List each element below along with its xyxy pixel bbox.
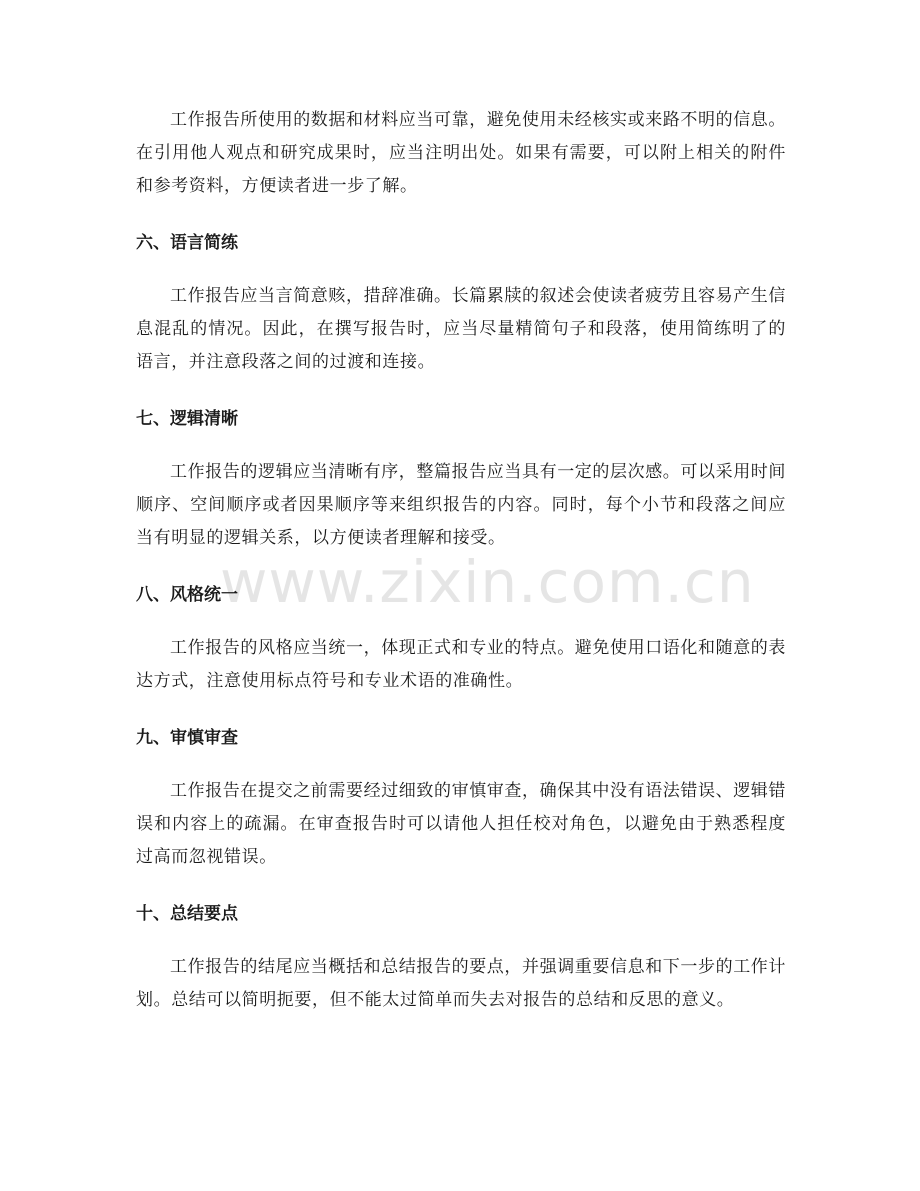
section-heading-style: 八、风格统一 (136, 585, 238, 605)
section-heading-review: 九、审慎审查 (136, 728, 238, 748)
watermark: www.zixin.com.cn (220, 548, 755, 616)
paragraph-logic: 工作报告的逻辑应当清晰有序，整篇报告应当具有一定的层次感。可以采用时间顺序、空间顺序或者因果顺序等来组织报告的内容。同时，每个小节和段落之间应当有明显的逻辑关系，以方便读者理解和接受。 (136, 462, 786, 548)
section-heading-summary: 十、总结要点 (136, 904, 238, 924)
section-heading-language: 六、语言简练 (136, 233, 238, 253)
paragraph-language: 工作报告应当言简意赅，措辞准确。长篇累牍的叙述会使读者疲劳且容易产生信息混乱的情况。因此，在撰写报告时，应当尽量精简句子和段落，使用简练明了的语言，并注意段落之间的过渡和连接。 (136, 286, 786, 372)
section-heading-logic: 七、逻辑清晰 (136, 409, 238, 429)
document-body (136, 104, 786, 1017)
paragraph-style: 工作报告的风格应当统一，体现正式和专业的特点。避免使用口语化和随意的表达方式，注意使用标点符号和专业术语的准确性。 (136, 638, 786, 691)
paragraph-intro: 工作报告所使用的数据和材料应当可靠，避免使用未经核实或来路不明的信息。在引用他人观点和研究成果时，应当注明出处。如果有需要，可以附上相关的附件和参考资料，方便读者进一步了解。 (136, 110, 786, 196)
paragraph-review: 工作报告在提交之前需要经过细致的审慎审查，确保其中没有语法错误、逻辑错误和内容上的疏漏。在审查报告时可以请他人担任校对角色，以避免由于熟悉程度过高而忽视错误。 (136, 781, 786, 867)
paragraph-summary: 工作报告的结尾应当概括和总结报告的要点，并强调重要信息和下一步的工作计划。总结可以简明扼要，但不能太过简单而失去对报告的总结和反思的意义。 (136, 957, 786, 1010)
